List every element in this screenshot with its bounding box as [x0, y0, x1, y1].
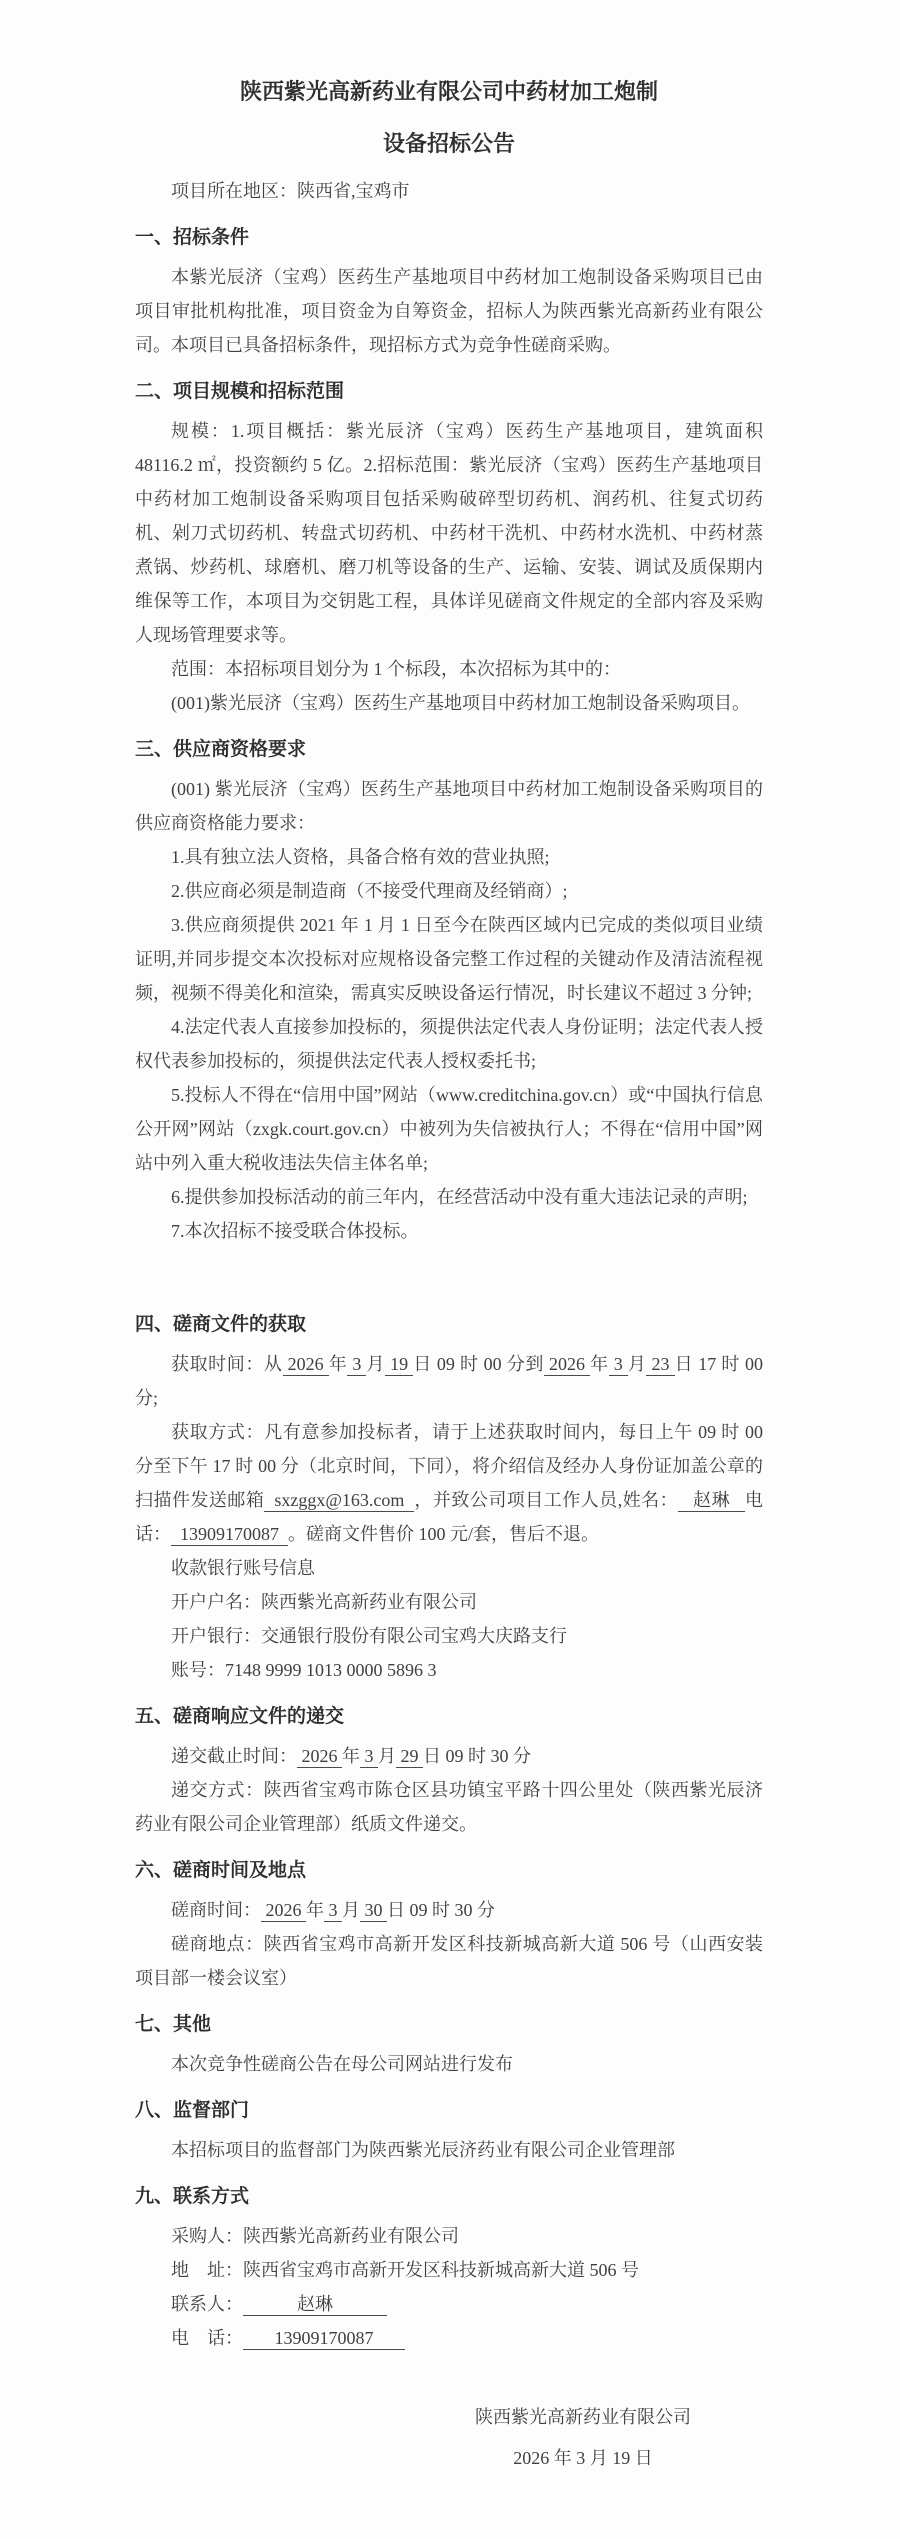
section-heading: 七、其他 — [135, 2014, 212, 2035]
text-run: 获取时间：从 — [171, 1354, 283, 1374]
underlined-field: 13909170087 — [171, 1524, 288, 1544]
text-run: 年 — [306, 1900, 324, 1920]
text-run: 地 址：陕西省宝鸡市高新开发区科技新城高新大道 506 号 — [171, 2260, 639, 2280]
text-run: 日 09 时 30 分 — [423, 1746, 531, 1766]
paragraph — [135, 908, 763, 1010]
paragraph — [135, 1078, 763, 1180]
underlined-field: 2026 — [543, 1354, 591, 1374]
sections-container — [135, 221, 763, 2355]
paragraph — [135, 1927, 763, 1995]
underlined-field: 19 — [385, 1354, 414, 1374]
section-heading: 五、磋商响应文件的递交 — [135, 1706, 345, 1727]
text-run: 5.投标人不得在“信用中国”网站（www.creditchina.gov.cn）或“中国执行信息公开网”网站（zxgk.court.gov.cn）中被列为失信被执行人；不得在“信用中国”网站中列入重大税收违法失信主体名单; — [135, 1085, 763, 1173]
underlined-field: 13909170087 — [243, 2328, 405, 2348]
paragraph — [135, 840, 763, 874]
underlined-field: 3 — [324, 1900, 342, 1920]
text-run: ，并致公司项目工作人员,姓名： — [414, 1490, 679, 1510]
text-run: 开户户名：陕西紫光高新药业有限公司 — [171, 1592, 477, 1612]
document-footer — [433, 2397, 733, 2479]
text-run: 3.供应商须提供 2021 年 1 月 1 日至今在陕西区域内已完成的类似项目业绩证明,并同步提交本次投标对应规格设备完整工作过程的关键动作及清洁流程视频，视频不得美化和渲染，需真实反映设备运行情况，时长建议不超过 3 分钟; — [135, 915, 763, 1003]
paragraph — [135, 1180, 763, 1214]
paragraph — [135, 2219, 763, 2253]
text-run: 获取方式：凡有意参加投标者，请于上述获取时间内，每日上午 09 时 00 分至下午 17 时 00 分（北京时间，下同），将介绍信及经办人身份证加盖公章的扫描件发送邮箱 — [135, 1422, 763, 1510]
paragraph — [135, 2287, 763, 2321]
paragraph — [135, 260, 763, 362]
underlined-field: 29 — [396, 1746, 423, 1766]
text-run: 递交方式：陕西省宝鸡市陈仓区县功镇宝平路十四公里处（陕西紫光辰济药业有限公司企业管理部）纸质文件递交。 — [135, 1780, 763, 1834]
paragraph — [135, 1214, 763, 1248]
text-run: 1.具有独立法人资格，具备合格有效的营业执照; — [171, 847, 550, 867]
text-run: 本招标项目的监督部门为陕西紫光辰济药业有限公司企业管理部 — [171, 2140, 675, 2160]
text-run: 电话： — [135, 1490, 764, 1544]
paragraph — [135, 1739, 763, 1773]
text-run: 。磋商文件售价 100 元/套，售后不退。 — [288, 1524, 599, 1544]
paragraph — [135, 2133, 763, 2167]
paragraph — [135, 2047, 763, 2081]
text-run: 月 — [627, 1354, 647, 1374]
underlined-field: sxzggx@163.com — [264, 1490, 415, 1510]
paragraph — [135, 874, 763, 908]
underlined-field: 2026 — [261, 1900, 306, 1920]
text-run: 范围：本招标项目划分为 1 个标段，本次招标为其中的： — [171, 659, 621, 679]
footer-company: 陕西紫光高新药业有限公司 — [475, 2407, 691, 2427]
text-run: 递交截止时间： — [171, 1746, 297, 1766]
footer-date: 2026 年 3 月 19 日 — [513, 2448, 653, 2468]
underlined-field: 3 — [347, 1354, 367, 1374]
underlined-field: 赵琳 — [678, 1490, 746, 1510]
text-run: 本紫光辰济（宝鸡）医药生产基地项目中药材加工炮制设备采购项目已由项目审批机构批准，项目资金为自筹资金，招标人为陕西紫光高新药业有限公司。本项目已具备招标条件，现招标方式为竞争性磋商采购。 — [135, 267, 763, 355]
paragraph — [135, 772, 763, 840]
text-run: 本次竞争性磋商公告在母公司网站进行发布 — [171, 2054, 513, 2074]
text-run: 月 — [378, 1746, 396, 1766]
underlined-field: 30 — [360, 1900, 387, 1920]
underlined-field: 2026 — [297, 1746, 342, 1766]
paragraph — [135, 1773, 763, 1841]
paragraph — [135, 1415, 763, 1551]
paragraph — [135, 1551, 763, 1585]
paragraph — [135, 652, 763, 686]
underlined-field: 赵琳 — [243, 2294, 387, 2314]
section-heading: 四、磋商文件的获取 — [135, 1314, 307, 1335]
paragraph — [135, 1347, 763, 1415]
text-run: 联系人： — [171, 2294, 243, 2314]
text-run: 磋商地点：陕西省宝鸡市高新开发区科技新城高新大道 506 号（山西安装项目部一楼会议室） — [135, 1934, 763, 1988]
underlined-field: 2026 — [282, 1354, 329, 1374]
text-run: 磋商时间： — [171, 1900, 261, 1920]
paragraph — [135, 1619, 763, 1653]
text-run: 开户银行：交通银行股份有限公司宝鸡大庆路支行 — [171, 1626, 567, 1646]
text-run: 账号：7148 9999 1013 0000 5896 3 — [171, 1660, 437, 1680]
underlined-field: 23 — [646, 1354, 675, 1374]
text-run: 月 — [342, 1900, 360, 1920]
paragraph — [135, 1010, 763, 1078]
text-run: 年 — [590, 1354, 609, 1374]
section-heading: 一、招标条件 — [135, 227, 250, 248]
document-title-line1: 陕西紫光高新药业有限公司中药材加工炮制 — [239, 79, 658, 104]
section-heading: 九、联系方式 — [135, 2186, 250, 2207]
project-location-line: 项目所在地区：陕西省,宝鸡市 — [171, 181, 410, 201]
paragraph — [135, 2253, 763, 2287]
text-run: 月 — [366, 1354, 386, 1374]
paragraph — [135, 1893, 763, 1927]
text-run: 年 — [328, 1354, 348, 1374]
text-run: (001) 紫光辰济（宝鸡）医药生产基地项目中药材加工炮制设备采购项目的供应商资格能力要求： — [135, 779, 763, 833]
text-run: 采购人：陕西紫光高新药业有限公司 — [171, 2226, 459, 2246]
text-run: 日 09 时 30 分 — [387, 1900, 495, 1920]
paragraph — [135, 2321, 763, 2355]
text-run: 电 话： — [171, 2328, 243, 2348]
underlined-field: 3 — [360, 1746, 378, 1766]
text-run: 2.供应商必须是制造商（不接受代理商及经销商）; — [171, 881, 568, 901]
paragraph — [135, 1653, 763, 1687]
paragraph — [135, 1585, 763, 1619]
text-run: 6.提供参加投标活动的前三年内，在经营活动中没有重大违法记录的声明; — [171, 1187, 748, 1207]
text-run: 日 17 时 00 分; — [135, 1354, 764, 1408]
section-heading: 二、项目规模和招标范围 — [135, 381, 345, 402]
text-run: 规模：1.项目概括：紫光辰济（宝鸡）医药生产基地项目，建筑面积 48116.2 ㎡，投资额约 5 亿。2.招标范围：紫光辰济（宝鸡）医药生产基地项目中药材加工炮制设备采购项目包括采购破碎型切药机、润药机、往复式切药机、剁刀式切药机、转盘式切药机、中药材干洗机、中药材水洗机、中药材蒸煮锅、炒药机、球磨机、磨刀机等设备的生产、运输、安装、调试及质保期内维保等工作，本项目为交钥匙工程，具体详见磋商文件规定的全部内容及采购人现场管理要求等。 — [135, 421, 763, 645]
section-heading: 八、监督部门 — [135, 2100, 250, 2121]
text-run: 7.本次招标不接受联合体投标。 — [171, 1221, 419, 1241]
paragraph — [135, 414, 763, 652]
section-heading: 六、磋商时间及地点 — [135, 1860, 307, 1881]
text-run: (001)紫光辰济（宝鸡）医药生产基地项目中药材加工炮制设备采购项目。 — [171, 693, 750, 713]
paragraph — [135, 686, 763, 720]
underlined-field: 3 — [608, 1354, 628, 1374]
text-run: 年 — [342, 1746, 360, 1766]
text-run: 收款银行账号信息 — [171, 1558, 315, 1578]
text-run: 日 09 时 00 分到 — [413, 1354, 544, 1374]
document-title-line2: 设备招标公告 — [382, 131, 515, 156]
section-heading: 三、供应商资格要求 — [135, 739, 307, 760]
text-run: 4.法定代表人直接参加投标的，须提供法定代表人身份证明；法定代表人授权代表参加投标的，须提供法定代表人授权委托书; — [135, 1017, 763, 1071]
